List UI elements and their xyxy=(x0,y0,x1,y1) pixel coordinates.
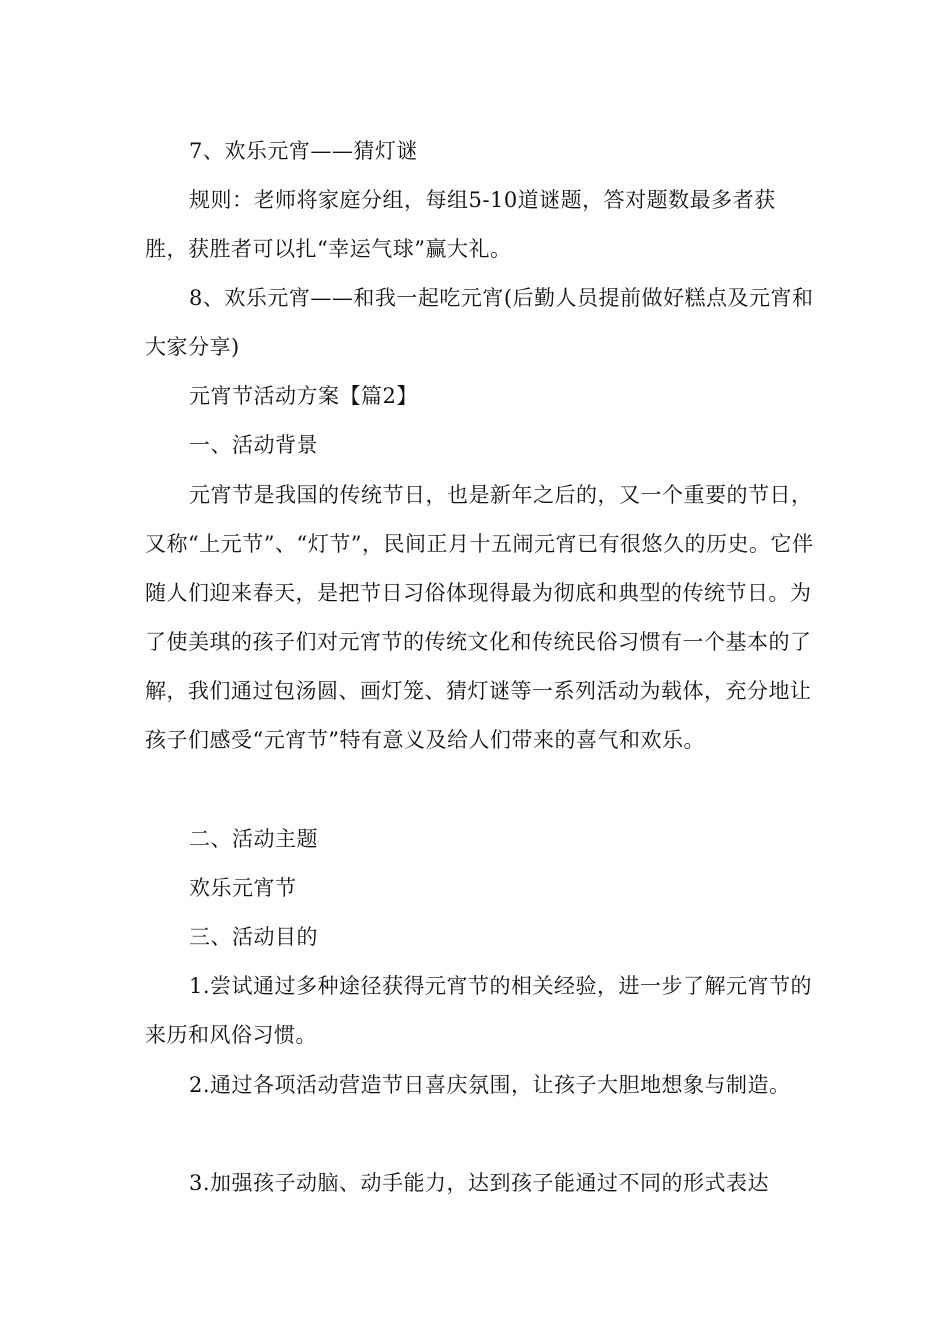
heading-activity-background: 一、活动背景 xyxy=(189,433,318,457)
heading-activity-purpose: 三、活动目的 xyxy=(189,925,318,949)
paragraph-theme-name: 欢乐元宵节 xyxy=(189,876,297,900)
paragraph-item-7-lantern-riddles: 7、欢乐元宵——猜灯谜 xyxy=(189,139,418,163)
paragraph-rules: 规则：老师将家庭分组，每组5-10道谜题，答对题数最多者获胜，获胜者可以扎“幸运气球”赢大礼。 xyxy=(145,188,776,261)
paragraph-item-8-eat-yuanxiao: 8、欢乐元宵——和我一起吃元宵(后勤人员提前做好糕点及元宵和大家分享) xyxy=(145,286,814,359)
paragraph-background-body: 元宵节是我国的传统节日，也是新年之后的，又一个重要的节日，又称“上元节”、“灯节”，民间正月十五闹元宵已有很悠久的历史。它伴随人们迎来春天，是把节日习俗体现得最为彻底和典型的传统节日。为了使美琪的孩子们对元宵节的传统文化和传统民俗习惯有一个基本的了解，我们通过包汤圆、画灯笼、猜灯谜等一系列活动为载体，充分地让孩子们感受“元宵节”特有意义及给人们带来的喜气和欢乐。 xyxy=(145,483,814,752)
paragraph-purpose-1: 1.尝试通过多种途径获得元宵节的相关经验，进一步了解元宵节的来历和风俗习惯。 xyxy=(145,974,813,1047)
section-title-plan-2: 元宵节活动方案【篇2】 xyxy=(189,384,418,408)
paragraph-purpose-3: 3.加强孩子动脑、动手能力，达到孩子能通过不同的形式表达 xyxy=(189,1171,770,1195)
heading-activity-theme: 二、活动主题 xyxy=(189,827,318,851)
paragraph-purpose-2: 2.通过各项活动营造节日喜庆氛围，让孩子大胆地想象与制造。 xyxy=(189,1073,791,1097)
